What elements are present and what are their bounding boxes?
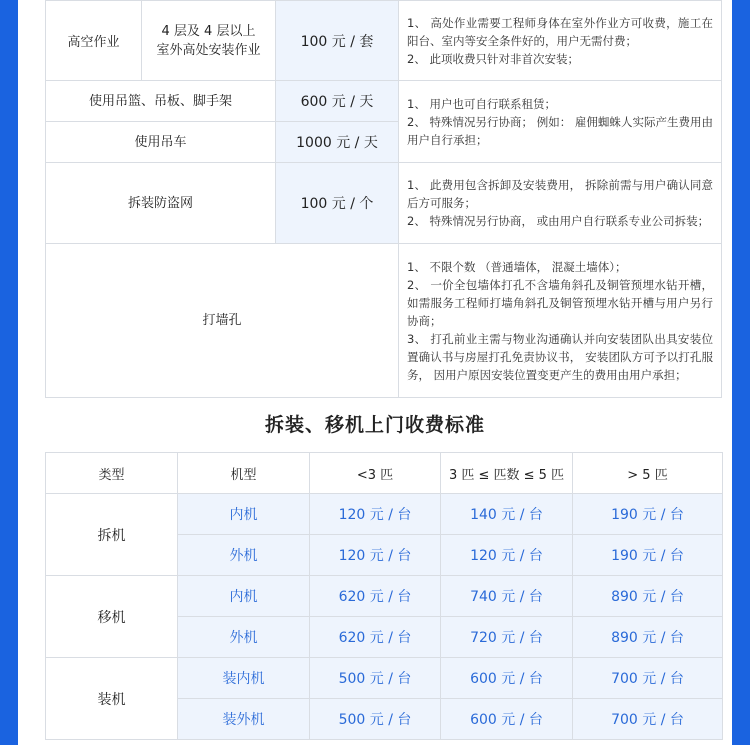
header-cell: 类型 [46,453,178,494]
price-cell: 120 元 / 台 [441,535,573,576]
header-cell: 机型 [178,453,310,494]
type-cell: 装机 [46,658,178,740]
note-cell [399,1,722,81]
note-line: 2、 特殊情况另行协商， 或由用户自行联系专业公司拆装； [407,214,710,228]
model-cell: 装外机 [178,699,310,740]
price-cell: 190 元 / 台 [573,494,723,535]
note-line: 1、 此费用包含拆卸及安装费用， 拆除前需与用户确认同意后方可服务； [407,178,713,210]
model-cell: 装内机 [178,658,310,699]
type-cell: 拆机 [46,494,178,576]
subitem-line: 室外高处安装作业 [156,42,261,58]
price-cell: 600 元 / 台 [441,658,573,699]
subitem-cell: 使用吊车 [46,122,276,163]
note-line: 2、 此项收费只针对非首次安装； [407,51,579,66]
model-cell: 外机 [178,535,310,576]
price-cell: 500 元 / 台 [310,699,441,740]
note-line: 1、 用户也可自行联系租赁； [407,96,556,111]
note-line: 3、 打孔前业主需与物业沟通确认并向安装团队出具安装位置确认书与房屋打孔免责协议书， 安装团队方可予以打孔服务， 因用户原因安装位置变更产生的费用由用户承担； [407,331,713,382]
price-cell: 140 元 / 台 [441,494,573,535]
header-cell: <3 匹 [310,453,441,494]
price-cell: 100 元 / 个 [276,163,399,244]
type-cell: 移机 [46,576,178,658]
price-table [45,452,723,740]
price-cell: 120 元 / 台 [310,535,441,576]
note-line: 2、 特殊情况另行协商； 例如： 雇佣蜘蛛人实际产生费用由用户自行承担； [407,114,713,147]
table-row [46,1,722,81]
model-cell: 内机 [178,494,310,535]
header-cell: > 5 匹 [573,453,723,494]
table-row [46,494,723,535]
table-row [46,576,723,617]
price-cell: 700 元 / 台 [573,699,723,740]
model-cell: 内机 [178,576,310,617]
surcharge-table [45,0,722,398]
price-cell: 890 元 / 台 [573,576,723,617]
note-cell [399,81,722,163]
subitem-cell: 打墙孔 [46,244,399,398]
subitem-cell: 拆装防盗网 [46,163,276,244]
price-cell: 620 元 / 台 [310,576,441,617]
subitem-cell [142,1,276,81]
price-cell: 190 元 / 台 [573,535,723,576]
price-cell: 740 元 / 台 [441,576,573,617]
price-cell: 600 元 / 台 [441,699,573,740]
price-cell: 600 元 / 天 [276,81,399,122]
price-cell: 700 元 / 台 [573,658,723,699]
content-card [18,0,732,745]
price-cell: 1000 元 / 天 [276,122,399,163]
price-cell: 890 元 / 台 [573,617,723,658]
header-cell: 3 匹 ≤ 匹数 ≤ 5 匹 [441,453,573,494]
table-row [46,244,722,398]
note-line: 1、 高处作业需要工程师身体在室外作业方可收费，施工在阳台、室内等安全条件好的，用户无需付费； [407,15,713,48]
table-row [46,658,723,699]
table-row [46,163,722,244]
subitem-line: 4 层及 4 层以上 [161,23,256,39]
note-line: 1、 不限个数 （普通墙体， 混凝土墙体）； [407,259,627,274]
table-header-row [46,453,723,494]
note-line: 2、 一价全包墙体打孔不含墙角斜孔及铜管预埋水钻开槽， 如需服务工程师打墙角斜孔及铜管预埋水钻开槽与用户另行协商； [407,277,713,328]
table-row [46,81,722,122]
section-title: 拆装、移机上门收费标准 [264,414,485,436]
price-cell: 100 元 / 套 [276,1,399,81]
note-cell [399,163,722,244]
note-cell [399,244,722,398]
price-cell: 620 元 / 台 [310,617,441,658]
subitem-cell: 使用吊篮、吊板、脚手架 [46,81,276,122]
price-cell: 720 元 / 台 [441,617,573,658]
model-cell: 外机 [178,617,310,658]
price-cell: 500 元 / 台 [310,658,441,699]
price-cell: 120 元 / 台 [310,494,441,535]
category-cell: 高空作业 [46,1,142,81]
